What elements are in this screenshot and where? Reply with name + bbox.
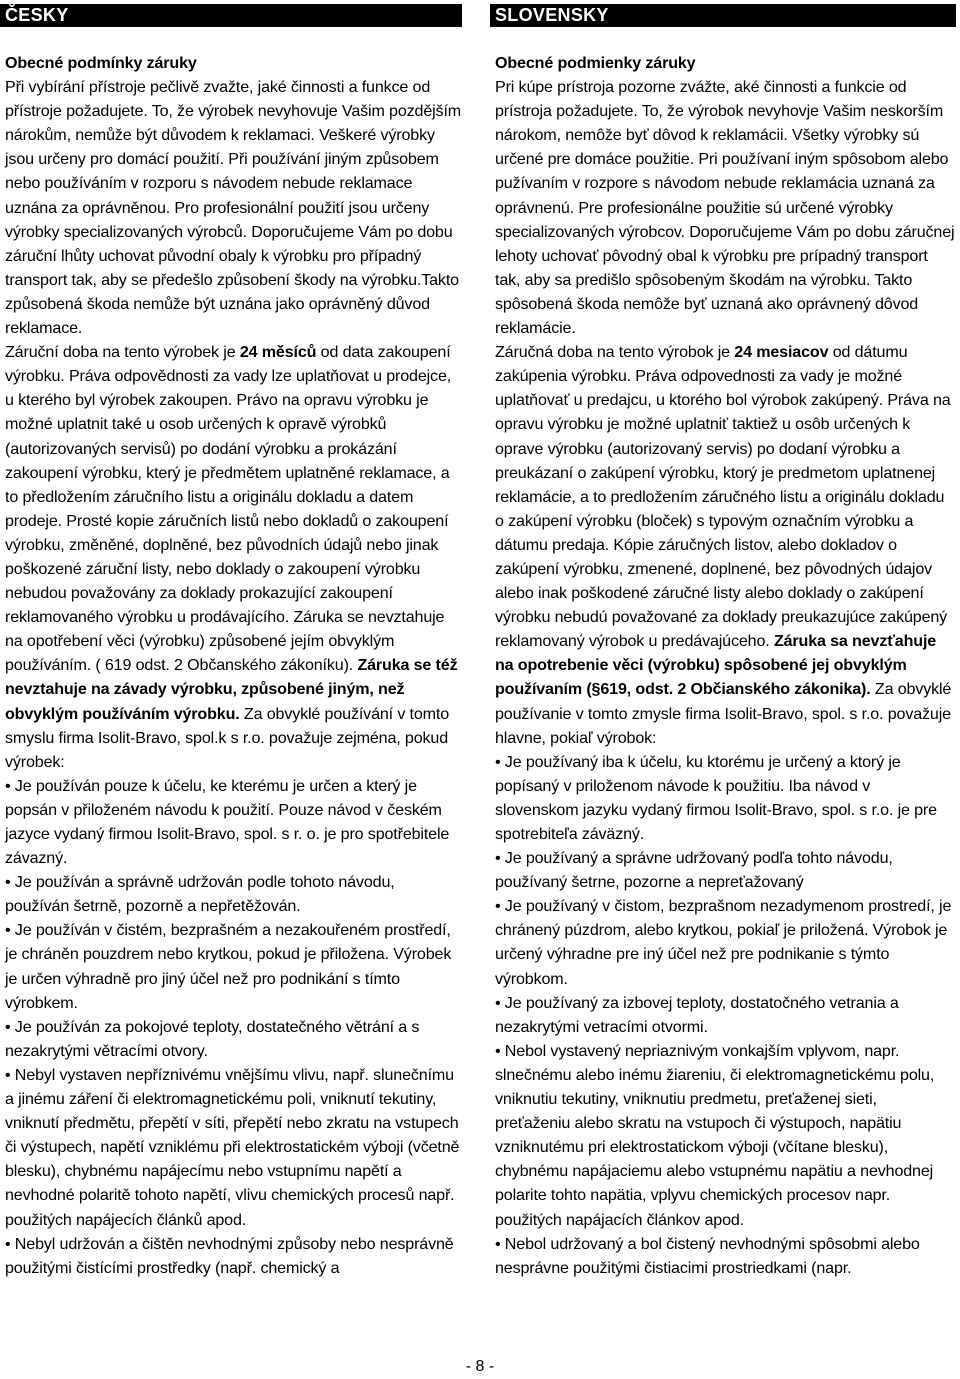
czech-header: ČESKY: [0, 4, 462, 27]
slovak-warranty-period: 24 mesiacov: [734, 343, 829, 362]
slovak-bullet-6: • Nebol udržovaný a bol čistený nevhodnými spôsobmi alebo nesprávne použitými čistiacimi prostriedkami (napr.: [495, 1234, 920, 1277]
czech-warranty-paragraph: Záruční doba na tento výrobek je 24 měsíců od data zakoupení výrobku. Práva odpovědnosti za vady lze uplatňovat u prodejce, u kterého byl výrobek zakoupen. Právo na opravu výrobku je možné uplatnit také u osob určených k opravě výrobků (autorizovaných servisů) po dodání výrobku a prokázání zakoupení výrobku, který je předmětem uplatněné reklamace, a to předložením záručního listu a originálu dokladu a datem prodeje. Prosté kopie záručních listů nebo dokladů o zakoupení výrobku, změněné, doplněné, bez původních údajů nebo jinak poškozené záruční listy, nebo doklady o zakoupení výrobku nebudou považovány za doklady prokazující zakoupení reklamovaného výrobku u prodávajícího. Záruka se nevztahuje na opotřebení věci (výrobku) způsobené jejím obvyklým používáním. ( 619 odst. 2 Občanského zákoníku). Záruka se též nevztahuje na závady výrobku, způsobené jiným, než obvyklým používáním výrobku. Za obvyklé používání v tomto smyslu firma Isolit-Bravo, spol.k s r.o. považuje zejména, pokud výrobek:: [5, 343, 458, 771]
slovak-exclusion-bold: Záruka sa nevzťahuje na opotrebenie věci (výrobku) spôsobené jej obvyklým používaním (§619, odst. 2 Občianského zákonika).: [495, 632, 937, 699]
slovak-bullet-2: • Je používaný a správne udržovaný podľa tohto návodu, používaný šetrne, pozorne a nepreťažovaný: [495, 849, 893, 892]
slovak-column: [490, 4, 956, 1280]
slovak-header: SLOVENSKY: [490, 4, 956, 27]
czech-bullet-5: • Nebyl vystaven nepříznivému vnějšímu vlivu, např. slunečnímu a jinému záření či elektromagnetickému poli, vniknutí tekutiny, vniknutí předmětu, přepětí v síti, přepětí nebo zkratu na vstupech či výstupech, napětí vzniklému při elektrostatickém výboji (včetně blesku), chybnému napájecímu nebo vstupnímu napětí a nevhodné polaritě tohoto napětí, vlivu chemických procesů např. použitých napájecích článků apod.: [5, 1065, 460, 1229]
slovak-bullet-1: • Je používaný iba k účelu, ku ktorému je určený a ktorý je popísaný v priloženom návode k použitiu. Iba návod v slovenskom jazyku vydaný firmou Isolit-Bravo, spol. s r.o. je pre spotrebiteľa záväzný.: [495, 752, 937, 843]
czech-body: [0, 27, 462, 1280]
slovak-bullet-4: • Je používaný za izbovej teploty, dostatočného vetrania a nezakrytými vetracími otvormi.: [495, 993, 899, 1036]
czech-bullet-3: • Je používán v čistém, bezprašném a nezakouřeném prostředí, je chráněn pouzdrem nebo krytkou, pokud je přiložena. Výrobek je určen výhradně pro jiný účel než pro podnikání s tímto výrobkem.: [5, 921, 452, 1012]
czech-title: Obecné podmínky záruky: [5, 54, 197, 72]
czech-warranty-period: 24 měsíců: [239, 343, 317, 362]
czech-column: [0, 4, 462, 1280]
czech-intro-paragraph: Při vybírání přístroje pečlivě zvažte, jaké činnosti a funkce od přístroje požadujete. To, že výrobek nevyhovuje Vašim pozdějším nárokům, nemůže být důvodem k reklamaci. Veškeré výrobky jsou určeny pro domácí použití. Při používání jiným způsobem nebo používáním v rozporu s návodem nebude reklamace uznána za oprávněnou. Pro profesionální použití jsou určeny výrobky specializovaných výrobců. Doporučujeme Vám po dobu záruční lhůty uchovat původní obaly k výrobku pro případný transport tak, aby se předešlo způsobení škody na výrobku.Takto způsobená škoda nemůže být uznána jako oprávněný důvod reklamace.: [5, 78, 462, 338]
slovak-bullet-5: • Nebol vystavený nepriaznivým vonkajším vplyvom, napr. slnečnému alebo inému žiareniu, či elektromagnetickému polu, vniknutiu tekutiny, vniknutiu predmetu, preťaženej sieti, preťaženiu alebo skratu na vstupoch či výstupoch, napätiu vzniknutému pri elektrostatickom výboji (včítane blesku), chybnému napájaciemu alebo vstupnému napätiu a nevhodnej polarite tohto napätia, vplyvu chemických procesov napr. použitých napájacích článkov apod.: [495, 1041, 935, 1229]
slovak-title: Obecné podmienky záruky: [495, 54, 696, 72]
page-number: - 8 -: [465, 1358, 495, 1375]
slovak-warranty-paragraph: Záručná doba na tento výrobok je 24 mesiacov od dátumu zakúpenia výrobku. Práva odpovednosti za vady je možné uplatňovať u predajcu, u ktorého bol výrobok zakúpený. Práva na opravu výrobku je možné uplatniť taktiež u osôb určených k oprave výrobku (autorizovaný servis) po dodaní výrobku a preukázaní o zakúpení výrobku, ktorý je predmetom uplatnenej reklamácie, a to predložením záručného listu a originálu dokladu o zakúpení výrobku (bloček) s typovým označním výrobku a dátumu predaja. Kópie záručných listov, alebo dokladov o zakúpení výrobku, zmenené, doplnené, bez pôvodných údajov alebo inak poškodené záručné listy alebo doklady o zakúpení výrobku nebudú považované za doklady preukazujúce zakúpený reklamovaný výrobok u predávajúceho. Záruka sa nevzťahuje na opotrebenie věci (výrobku) spôsobené jej obvyklým používaním (§619, odst. 2 Občianského zákonika). Za obvyklé používanie v tomto zmysle firma Isolit-Bravo, spol. s r.o. považuje hlavne, pokiaľ výrobok:: [495, 343, 952, 747]
czech-exclusion-bold: Záruka se též nevztahuje na závady výrobku, způsobené jiným, než obvyklým používáním výrobku.: [5, 656, 458, 723]
czech-bullet-4: • Je používán za pokojové teploty, dostatečného větrání a s nezakrytými větracími otvory.: [5, 1017, 420, 1060]
slovak-body: [490, 27, 956, 1280]
slovak-bullet-3: • Je používaný v čistom, bezprašnom nezadymenom prostredí, je chránený púzdrom, alebo krytkou, pokiaľ je priložená. Výrobok je určený výhradne pre iný účel než pre podnikanie s týmto výrobkom.: [495, 897, 952, 988]
czech-bullet-6: • Nebyl udržován a čištěn nevhodnými způsoby nebo nesprávně použitými čistícími prostředky (např. chemický a: [5, 1234, 454, 1277]
slovak-intro-paragraph: Pri kúpe prístroja pozorne zvážte, aké činnosti a funkcie od prístroja požadujete. To, že výrobok nevyhovje Vašim neskorším nárokom, nemôže byť dôvod k reklamácii. Všetky výrobky sú určené pre domáce použitie. Pri používaní iným spôsobom alebo pužívaním v rozpore s návodom nebude reklamácia uznaná za oprávnenú. Pre profesionálne použitie sú určené výrobky specializovaných výrobcov. Doporučujeme Vám po dobu záručnej lehoty uchovať pôvodný obal k výrobku pre prípadný transport tak, aby sa predišlo spôsobeným škodám na výrobku. Takto spôsobená škoda nemôže byť uznaná ako oprávnený dôvod reklamácie.: [495, 78, 955, 338]
czech-bullet-1: • Je používán pouze k účelu, ke kterému je určen a který je popsán v přiloženém návodu k použití. Pouze návod v českém jazyce vydaný firmou Isolit-Bravo, spol. s r. o. je pro spotřebitele závazný.: [5, 776, 450, 868]
czech-bullet-2: • Je používán a správně udržován podle tohoto návodu, používán šetrně, pozorně a nepřetěžován.: [5, 873, 395, 916]
